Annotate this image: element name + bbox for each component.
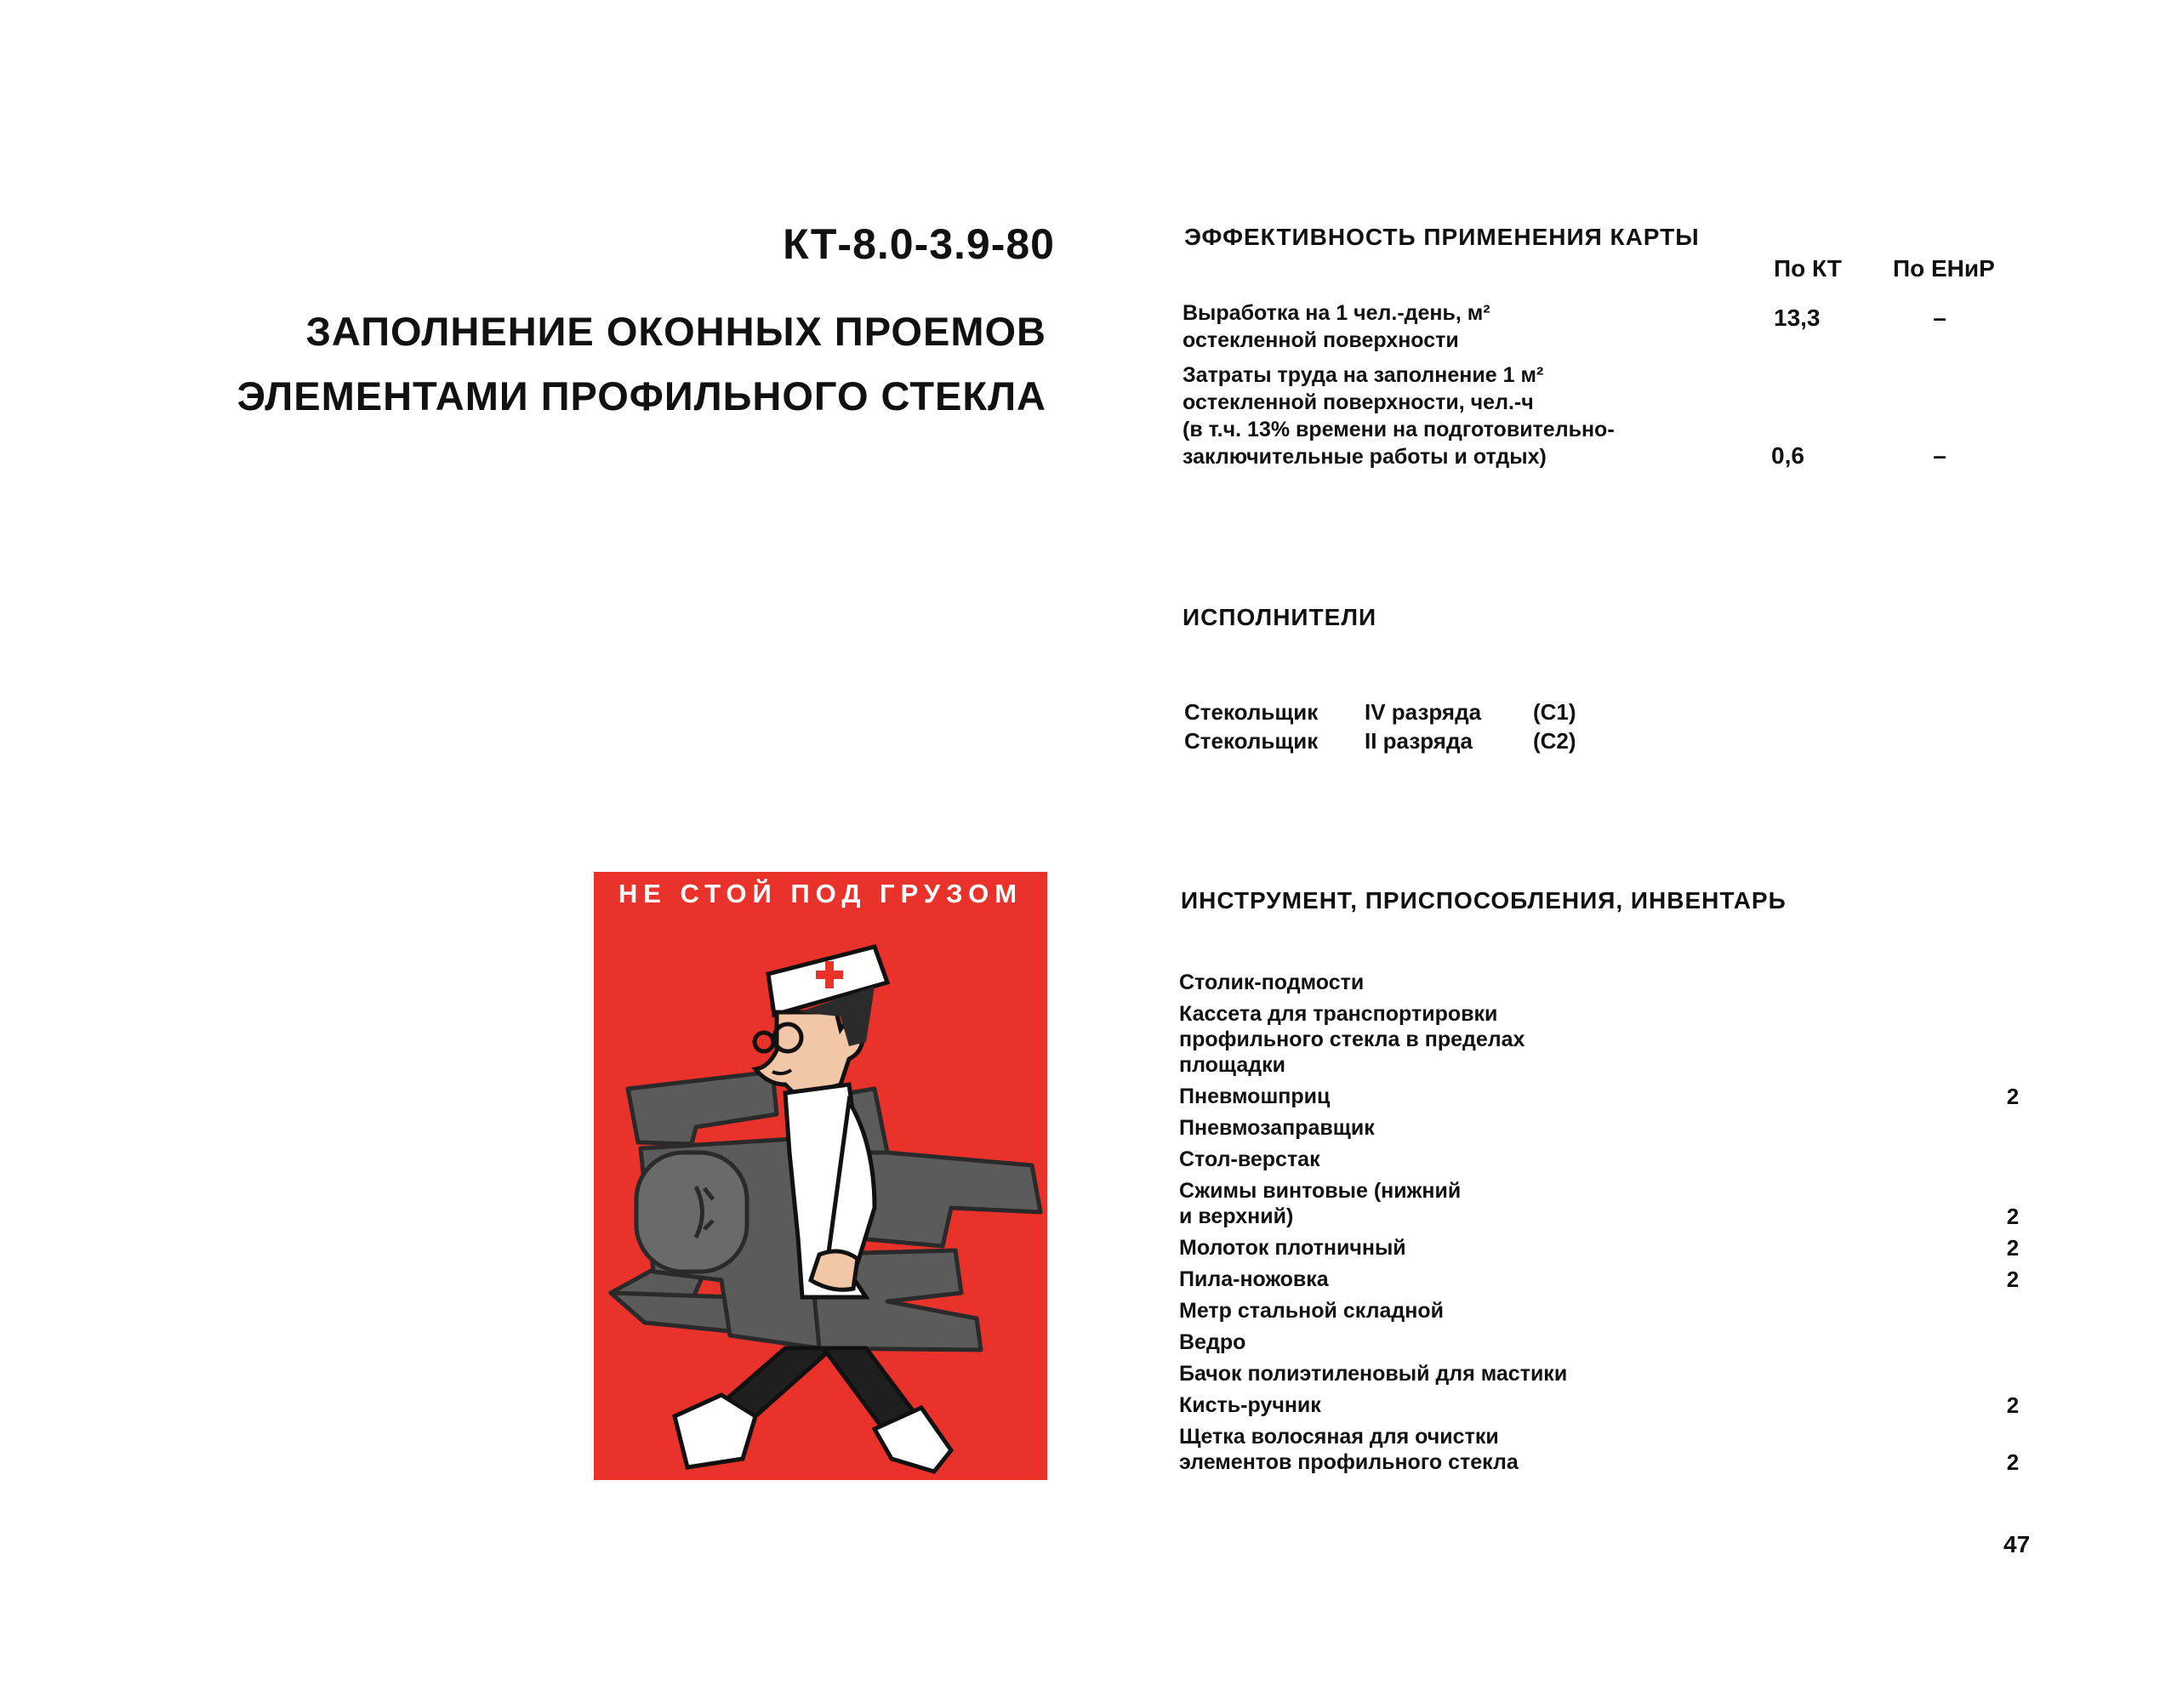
performers-heading: ИСПОЛНИТЕЛИ xyxy=(1183,604,1377,630)
tool-item-quantity: 2 xyxy=(2006,1449,2020,1475)
worker-hand xyxy=(811,1251,858,1290)
tool-item-label-line: Пила-ножовка xyxy=(1179,1267,1329,1291)
poster-illustration xyxy=(594,872,1047,1480)
tool-item-label-line: Пневмозаправщик xyxy=(1179,1116,1375,1140)
tool-item xyxy=(1179,1084,2030,1109)
tool-item-label-line: Пневмошприц xyxy=(1179,1085,1331,1108)
efficiency-row-label xyxy=(1183,299,1778,354)
column-header-enir: По ЕНиР xyxy=(1893,255,1995,282)
tool-item xyxy=(1179,1235,2030,1261)
tool-item xyxy=(1179,1329,2030,1355)
document-title xyxy=(153,299,1046,429)
tool-item xyxy=(1179,1267,2030,1292)
document-title-line: ЭЛЕМЕНТАМИ ПРОФИЛЬНОГО СТЕКЛА xyxy=(237,373,1046,418)
tool-item-label-line: площадки xyxy=(1179,1053,1285,1077)
efficiency-label-line: остекленной поверхности, чел.-ч xyxy=(1183,390,1534,414)
safety-poster xyxy=(594,872,1047,1480)
efficiency-value-kt: 13,3 xyxy=(1774,305,1821,331)
performer-role: Стекольщик xyxy=(1184,699,1319,725)
tools-list xyxy=(1179,970,2030,1481)
tool-item xyxy=(1179,1424,2030,1475)
tool-item xyxy=(1179,1115,2030,1141)
tool-item-quantity: 2 xyxy=(2006,1392,2020,1418)
tool-item-quantity: 2 xyxy=(2006,1235,2020,1261)
tool-item-label-line: Кисть-ручник xyxy=(1179,1393,1321,1417)
efficiency-value-kt: 0,6 xyxy=(1771,442,1804,469)
performer-row xyxy=(1184,728,1695,757)
efficiency-value-enir: – xyxy=(1933,305,1946,331)
document-code: КТ-8.0-3.9-80 xyxy=(783,220,1055,268)
document-title-line: ЗАПОЛНЕНИЕ ОКОННЫХ ПРОЕМОВ xyxy=(305,309,1046,354)
performer-role: Стекольщик xyxy=(1184,728,1319,754)
performer-grade: IV разряда xyxy=(1365,699,1482,725)
tool-item-label-line: Кассета для транспортировки xyxy=(1179,1002,1498,1026)
tool-item-label-line: Щетка волосяная для очистки xyxy=(1179,1425,1499,1449)
efficiency-row-label xyxy=(1183,362,1778,470)
tool-item-quantity: 2 xyxy=(2006,1204,2020,1229)
performer-grade: II разряда xyxy=(1365,728,1473,754)
efficiency-label-line: заключительные работы и отдых) xyxy=(1183,445,1547,469)
load-figure-face xyxy=(636,1153,747,1272)
tool-item-label-line: Сжимы винтовые (нижний xyxy=(1179,1179,1462,1203)
tool-item xyxy=(1179,970,2030,995)
tool-item-label-line: элементов профильного стекла xyxy=(1179,1450,1519,1474)
performer-code: (С1) xyxy=(1533,699,1576,725)
tool-item-label-line: Ведро xyxy=(1179,1330,1246,1354)
tool-item xyxy=(1179,1298,2030,1324)
worker-head xyxy=(755,947,887,1097)
efficiency-label-line: остекленной поверхности xyxy=(1183,328,1459,352)
column-header-kt: По КТ xyxy=(1774,255,1842,282)
tool-item xyxy=(1179,1178,2030,1229)
performer-row xyxy=(1184,699,1695,728)
performer-code: (С2) xyxy=(1533,728,1576,754)
efficiency-label-line: Выработка на 1 чел.-день, м² xyxy=(1183,301,1490,325)
tool-item-label-line: и верхний) xyxy=(1179,1204,1294,1228)
tool-item-label-line: Столик-подмости xyxy=(1179,971,1365,994)
page-number: 47 xyxy=(2003,1531,2031,1557)
tools-heading: ИНСТРУМЕНТ, ПРИСПОСОБЛЕНИЯ, ИНВЕНТАРЬ xyxy=(1181,887,1787,914)
tool-item-quantity: 2 xyxy=(2006,1084,2020,1109)
tool-item-label-line: профильного стекла в пределах xyxy=(1179,1028,1525,1051)
efficiency-label-line: Затраты труда на заполнение 1 м² xyxy=(1183,363,1544,387)
tool-item xyxy=(1179,1147,2030,1172)
efficiency-heading: ЭФФЕКТИВНОСТЬ ПРИМЕНЕНИЯ КАРТЫ xyxy=(1184,224,1700,250)
efficiency-label-line: (в т.ч. 13% времени на подготовительно- xyxy=(1183,418,1615,441)
tool-item xyxy=(1179,1392,2030,1418)
poster-caption: НЕ СТОЙ ПОД ГРУЗОМ xyxy=(618,879,1023,908)
tool-item-quantity: 2 xyxy=(2006,1267,2020,1292)
tool-item xyxy=(1179,1361,2030,1386)
tool-item-label-line: Бачок полиэтиленовый для мастики xyxy=(1179,1362,1568,1386)
efficiency-value-enir: – xyxy=(1933,442,1946,469)
tool-item-label-line: Метр стальной складной xyxy=(1179,1299,1444,1323)
tool-item xyxy=(1179,1001,2030,1078)
tool-item-label-line: Молоток плотничный xyxy=(1179,1236,1406,1260)
tool-item-label-line: Стол-верстак xyxy=(1179,1147,1320,1171)
